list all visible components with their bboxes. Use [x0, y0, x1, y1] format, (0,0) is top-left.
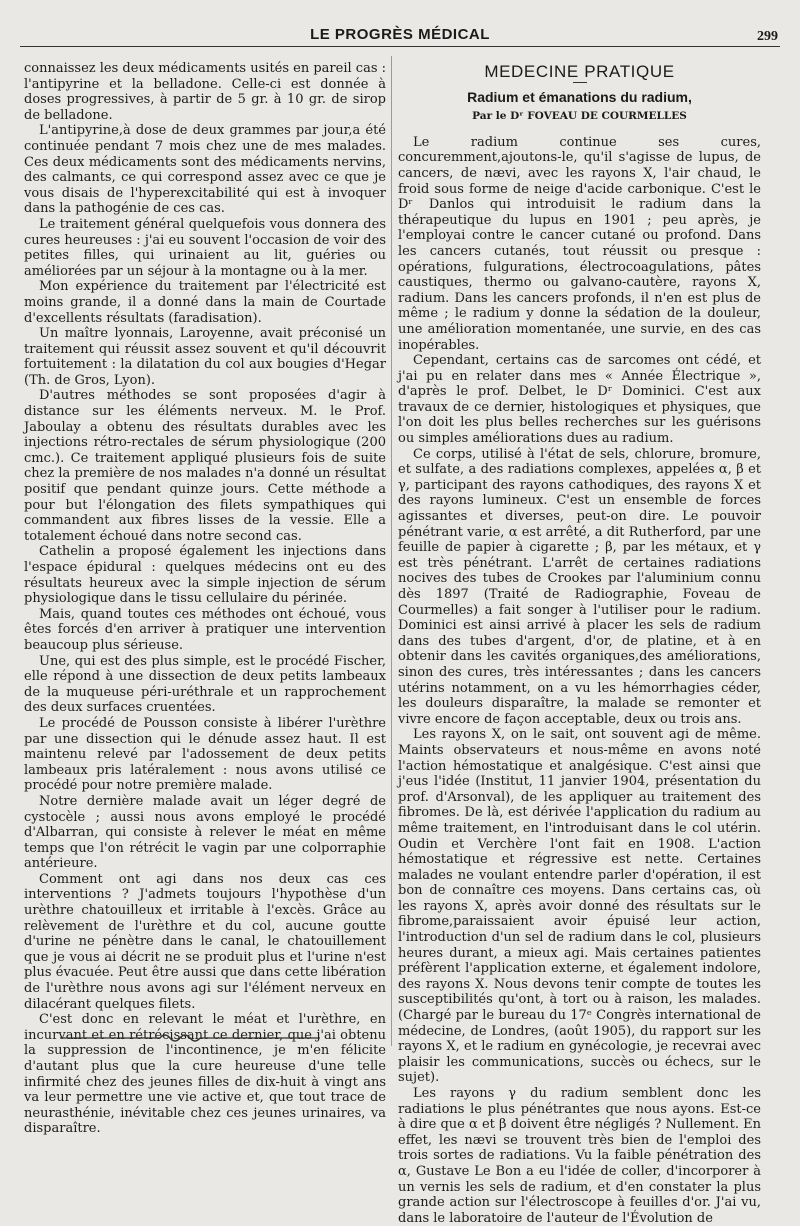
paragraph: Le radium continue ses cures, concuremment,ajoutons-le, qu'il s'agisse de lupus, de cancers, de nævi, avec les rayons X, l'air chaud, le froid sous forme de neige d'acide carbonique. C'est le Dʳ Danlos qui introduisit le radium dans la thérapeutique du lupus en 1901 ; peu après, je l'employai contre le cancer cutané ou profond. Dans les cancers cutanés, tout réussit ou presque : opérations, fulgurations, électrocoagulations, pâtes caustiques, thermo ou galvano-cautère, rayons X, radium. Dans les cancers profonds, il n'en est plus de même ; le radium y donne la sédation de la douleur, une amélioration momentanée, une survie, en des cas inopérables. [398, 134, 761, 353]
paragraph: Comment ont agi dans nos deux cas ces interventions ? J'admets toujours l'hypothèse d'un urèthre chatouilleux et irritable à l'excès. Grâce au relèvement de l'urèthre et du col, aucune goutte d'urine ne pénètre dans le canal, le chatouillement que je vous ai décrit ne se produit plus et l'urine n'est plus évacuée. Peut être aussi que dans cette libération de l'urèthre nous avons agi sur l'élément nerveux en dilacérant quelques filets. [24, 871, 386, 1012]
paragraph: Mon expérience du traitement par l'électricité est moins grande, il a donné dans la main de Courtade d'excellents résultats (faradisation). [24, 279, 386, 326]
paragraph: Le procédé de Pousson consiste à libérer l'urèthre par une dissection qui le dénude assez haut. Il est maintenu relevé par l'adossement de deux petits lambeaux pris latéralement : nous avons utilisé ce procédé pour notre première malade. [24, 715, 386, 794]
paragraph: L'antipyrine,à dose de deux grammes par jour,a été continuée pendant 7 mois chez une de mes malades. Ces deux médicaments sont des médicaments nervins, des calmants, ce qui correspond assez avec ce que je vous disais de l'hyperexcitabilité qui est à invoquer dans la pathogénie de ces cas. [24, 123, 386, 217]
paragraph: Cathelin a proposé également les injections dans l'espace épidural : quelques médecins ont eu des résultats heureux avec la simple injection de sérum physiologique dans le tissu cellulaire du périnée. [24, 544, 386, 607]
paragraph: Une, qui est des plus simple, est le procédé Fischer, elle répond à une dissection de deux petits lambeaux de la muqueuse péri-uréthrale et un rapprochement des deux surfaces cruentées. [24, 653, 386, 716]
paragraph: D'autres méthodes se sont proposées d'agir à distance sur les éléments nerveux. M. le Prof. Jaboulay a obtenu des résultats durables avec les injections rétro-rectales de sérum physiologique (200 cmc.). Ce traitement appliqué plusieurs fois de suite chez la première de nos malades n'a donné un résultat positif que pendant quinze jours. Cette méthode a pour but l'élongation des filets sympathiques qui commandent aux fibres lisses de la vessie. Elle a totalement échoué dans notre second cas. [24, 388, 386, 544]
paragraph: Un maître lyonnais, Laroyenne, avait préconisé un traitement qui réussit assez souvent et qu'il découvrit fortuitement : la dilatation du col aux bougies d'Hegar (Th. de Gros, Lyon). [24, 326, 386, 388]
paragraph: Ce corps, utilisé à l'état de sels, chlorure, bromure, et sulfate, a des radiations complexes, appelées α, β et γ, participant des rayons cathodiques, des rayons X et des rayons lumineux. C'est un ensemble de forces agissantes et diverses, peut-on dire. Le pouvoir pénétrant varie, α est arrêté, a dit Rutherford, par une feuille de papier à cigarette ; β, par les métaux, et γ est très pénétrant. L'arrêt de certaines radiations nocives des tubes de Crookes par l'aluminium connu dès 1897 (Traité de Radiographie, Foveau de Courmelles) a fait songer à l'utiliser pour le radium. Dominici est ainsi arrivé à placer les sels de radium dans des tubes d'argent, d'or, de platine, et à en obtenir dans les cavités organiques,des améliorations, sinon des cures, très intéressantes ; dans les cancers utérins notamment, on a vu les hémorrhagies céder, les douleurs disparaître, la malade se remonter et vivre encore de façon acceptable, deux ou trois ans. [398, 446, 761, 727]
page-number: 299 [757, 29, 778, 44]
paragraph: Notre dernière malade avait un léger degré de cystocèle ; aussi nous avons employé le procédé d'Albarran, qui consiste à relever le méat en même temps que l'on rétrécit le vagin par une colporraphie antérieure. [24, 793, 386, 872]
section-rubric: MEDECINE PRATIQUE [484, 62, 675, 81]
paragraph: Les rayons X, on le sait, ont souvent agi de même. Maints observateurs et nous-même en avons noté l'action hémostatique et analgésique. C'est ainsi que j'eus l'idée (Institut, 11 janvier 1904, présentation du prof. d'Arsonval), de les appliquer au traitement des fibromes. De là, est dérivée l'application du radium au même traitement, en l'introduisant dans le col utérin. Oudin et Verchère l'ont fait en 1908. L'action hémostatique et régressive est nette. Certaines malades ne voulant entendre parler d'opération, il est bon de connaître ces moyens. Dans certains cas, où les rayons X, après avoir donné des résultats sur le fibrome,paraissaient avoir épuisé leur action, l'introduction d'un sel de radium dans le col, plusieurs heures durant, a mieux agi. Mais certaines patientes préfèrent l'application externe, et également indolore, des rayons X. Nous devons tenir compte de toutes les susceptibilités qu'ont, à tort ou à raison, les malades. (Chargé par le bureau du 17ᵉ Congrès international de médecine, de Londres, (août 1905), du rapport sur les rayons X, et le radium en gynécologie, je recevrai avec plaisir les communications, succès ou échecs, sur le sujet). [398, 727, 761, 1086]
journal-title: LE PROGRÈS MÉDICAL [310, 26, 490, 43]
article-byline: Par le Dʳ FOVEAU DE COURMELLES [472, 110, 687, 123]
paragraph: Le traitement général quelquefois vous donnera des cures heureuses : j'ai eu souvent l'occasion de voir des petites filles, qui urinaient au lit, guéries ou améliorées par un séjour à la montagne ou à la mer. [24, 216, 386, 279]
rubric-rule [573, 82, 587, 83]
column-divider [391, 56, 392, 1046]
article-title: Radium et émanations du radium, [467, 88, 692, 105]
paragraph: Mais, quand toutes ces méthodes ont échoué, vous êtes forcés d'en arriver à pratiquer une intervention beaucoup plus sérieuse. [24, 606, 386, 653]
left-column [24, 61, 386, 1137]
paragraph: Les rayons γ du radium semblent donc les radiations le plus pénétrantes que nous ayons. Est-ce à dire que α et β doivent être négligés ? Nullement. En effet, les nævi se trouvent très bien de l'emploi des trois sortes de radiations. Vu la faible pénétration des α, Gustave Le Bon a eu l'idée de coller, d'incorporer à un vernis les sels de radium, et d'en constater la plus grande action sur l'électroscope à feuilles d'or. J'ai vu, dans le laboratoire de l'auteur de l'Évolution de [398, 1086, 761, 1226]
paragraph: C'est donc en relevant le méat et l'urèthre, en incurvant et en rétrécissant ce dernier, que j'ai obtenu la suppression de l'incontinence, je m'en félicite d'autant plus que la cure heureuse d'une telle infirmité chez des jeunes filles de dix-huit à vingt ans va leur permettre une vie active et, que tout trace de neurasthénie, inévitable chez ces jeunes urinaires, va disparaître. [24, 1012, 386, 1137]
paragraph: connaissez les deux médicaments usités en pareil cas : l'antipyrine et la belladone. Celle-ci est donnée à doses progressives, à partir de 5 gr. à 10 gr. de sirop de belladone. [24, 61, 387, 123]
paragraph: Cependant, certains cas de sarcomes ont cédé, et j'ai pu en relater dans mes « Année Électrique », d'après le prof. Delbet, le Dʳ Dominici. C'est aux travaux de ce dernier, histologiques et physiques, que l'on doit les plus belles recherches sur les guérisons ou simples améliorations dues au radium. [398, 353, 761, 447]
right-column [398, 64, 761, 1226]
ornament-divider [60, 1030, 320, 1046]
running-header [20, 22, 780, 47]
